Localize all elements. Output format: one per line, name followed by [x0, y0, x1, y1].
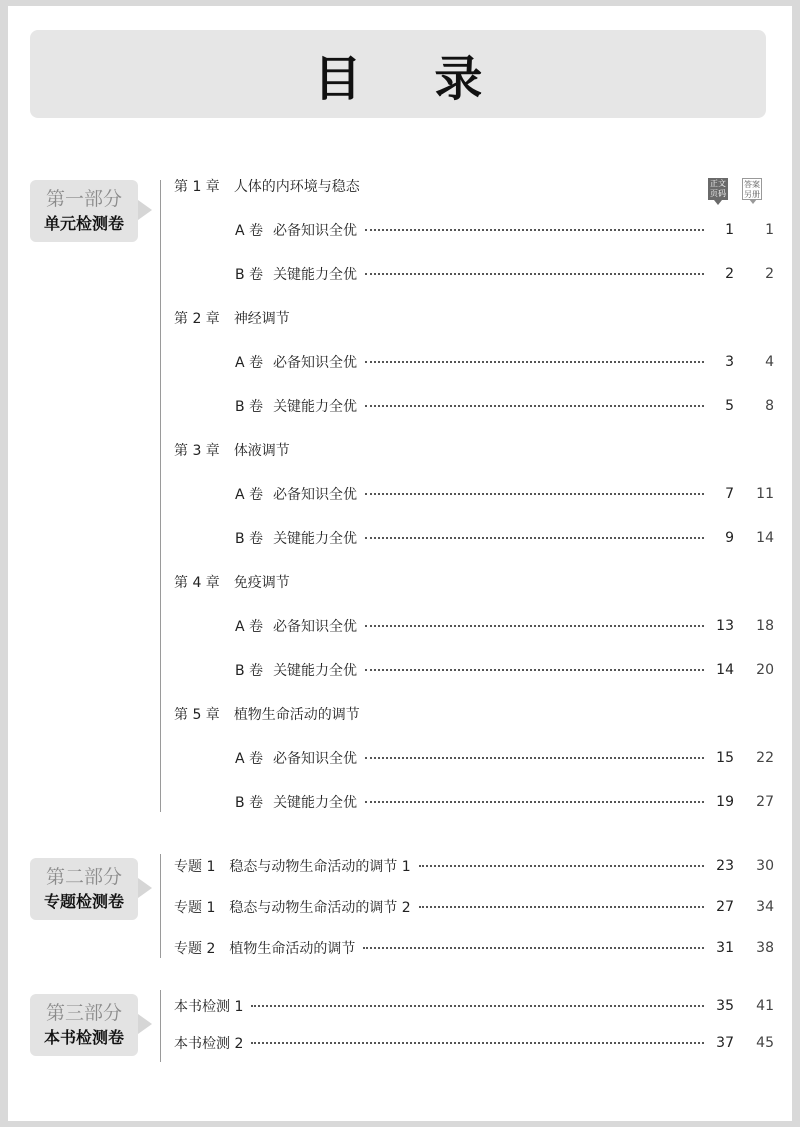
entry-title: 植物生命活动的调节 [229, 941, 356, 957]
arrow-icon [138, 1014, 152, 1034]
toc-entry[interactable] [235, 746, 774, 770]
entry-label: A 卷 [235, 751, 264, 767]
entry-title: 关键能力全优 [273, 663, 358, 679]
chapter-label: 第 5 章 [174, 707, 220, 723]
leader-dots [365, 493, 704, 495]
chapter-label: 第 3 章 [174, 443, 220, 459]
chapter-title: 神经调节 [233, 311, 290, 327]
page-number: 35 [716, 998, 734, 1014]
leader-dots [365, 361, 704, 363]
answer-page: 1 [765, 222, 774, 238]
chapter-label: 第 1 章 [174, 179, 220, 195]
toc-entry[interactable] [235, 790, 774, 814]
answer-page: 22 [756, 750, 774, 766]
entry-label: A 卷 [235, 223, 264, 239]
entry-title: 稳态与动物生命活动的调节 2 [229, 900, 411, 916]
part2-divider [160, 854, 161, 958]
chapter-heading[interactable] [174, 438, 774, 462]
leader-dots [365, 625, 704, 627]
toc-entry[interactable] [174, 854, 774, 878]
leader-dots [363, 947, 704, 949]
leader-dots [365, 537, 704, 539]
answer-page: 8 [765, 398, 774, 414]
leader-dots [419, 865, 704, 867]
entry-title: 稳态与动物生命活动的调节 1 [229, 859, 411, 875]
toc-entry[interactable] [174, 1031, 774, 1055]
leader-dots [365, 273, 704, 275]
page-number: 9 [725, 530, 734, 546]
entry-title: 必备知识全优 [273, 751, 358, 767]
toc-entry[interactable] [174, 936, 774, 960]
entry-title: 关键能力全优 [273, 795, 358, 811]
part3-name: 第三部分 [45, 1002, 122, 1024]
toc-entry[interactable] [235, 394, 774, 418]
answer-page: 11 [756, 486, 774, 502]
arrow-icon [138, 878, 152, 898]
page-number: 14 [716, 662, 734, 678]
toc-entry[interactable] [174, 994, 774, 1018]
part2-name: 第二部分 [45, 866, 122, 888]
toc-entry[interactable] [235, 482, 774, 506]
chapter-heading[interactable] [174, 570, 774, 594]
entry-label: 专题 2 [174, 941, 216, 957]
part2-subtitle: 专题检测卷 [43, 892, 124, 911]
arrow-icon [138, 200, 152, 220]
entry-title: 关键能力全优 [273, 399, 358, 415]
chapter-title: 体液调节 [233, 443, 290, 459]
chapter-title: 免疫调节 [233, 575, 290, 591]
page-number: 15 [716, 750, 734, 766]
entry-label: 专题 1 [174, 900, 216, 916]
part2-label [30, 858, 138, 920]
leader-dots [251, 1042, 704, 1044]
page-number: 3 [725, 354, 734, 370]
toc-entry[interactable] [235, 218, 774, 242]
toc-entry[interactable] [235, 658, 774, 682]
toc-entry[interactable] [235, 614, 774, 638]
answer-page: 45 [756, 1035, 774, 1051]
entry-label: B 卷 [235, 399, 264, 415]
part1-label [30, 180, 138, 242]
entry-title: 关键能力全优 [273, 531, 358, 547]
chapter-title: 人体的内环境与稳态 [233, 179, 360, 195]
page-number: 23 [716, 858, 734, 874]
leader-dots [365, 757, 704, 759]
chapter-title: 植物生命活动的调节 [233, 707, 360, 723]
chapter-heading[interactable] [174, 306, 774, 330]
page-number: 7 [725, 486, 734, 502]
leader-dots [365, 405, 704, 407]
chapter-heading[interactable] [174, 702, 774, 726]
answer-page: 38 [756, 940, 774, 956]
entry-title: 关键能力全优 [273, 267, 358, 283]
leader-dots [365, 801, 704, 803]
part1-divider [160, 180, 161, 812]
answer-page: 30 [756, 858, 774, 874]
page-number: 13 [716, 618, 734, 634]
entry-label: A 卷 [235, 355, 264, 371]
page-number: 37 [716, 1035, 734, 1051]
entry-label: B 卷 [235, 795, 264, 811]
entry-label: 本书检测 1 [174, 999, 244, 1015]
toc-entry[interactable] [235, 526, 774, 550]
leader-dots [365, 229, 704, 231]
entry-label: A 卷 [235, 487, 264, 503]
answer-page: 20 [756, 662, 774, 678]
chapter-heading[interactable] [174, 174, 774, 198]
toc-entry[interactable] [235, 262, 774, 286]
part3-label [30, 994, 138, 1056]
toc-entry[interactable] [174, 895, 774, 919]
answer-badge: 答案另册 [744, 180, 760, 199]
title-bar [30, 30, 766, 118]
page-number: 19 [716, 794, 734, 810]
page-number: 2 [725, 266, 734, 282]
part1-subtitle: 单元检测卷 [43, 214, 124, 233]
page-title: 目 录 [313, 50, 511, 107]
leader-dots [365, 669, 704, 671]
answer-page: 4 [765, 354, 774, 370]
answer-page: 27 [756, 794, 774, 810]
chapter-label: 第 2 章 [174, 311, 220, 327]
entry-title: 必备知识全优 [273, 355, 358, 371]
answer-page: 41 [756, 998, 774, 1014]
page [8, 6, 792, 1121]
entry-label: B 卷 [235, 267, 264, 283]
answer-page: 18 [756, 618, 774, 634]
part3-subtitle: 本书检测卷 [43, 1028, 124, 1047]
entry-label: B 卷 [235, 663, 264, 679]
leader-dots [419, 906, 704, 908]
answer-page: 2 [765, 266, 774, 282]
page-number: 27 [716, 899, 734, 915]
answer-page: 34 [756, 899, 774, 915]
entry-label: 专题 1 [174, 859, 216, 875]
page-number: 31 [716, 940, 734, 956]
entry-label: A 卷 [235, 619, 264, 635]
page-number: 5 [725, 398, 734, 414]
page-number-badge: 正文页码 [710, 179, 726, 198]
toc-entry[interactable] [235, 350, 774, 374]
entry-title: 必备知识全优 [273, 223, 358, 239]
entry-label: 本书检测 2 [174, 1036, 244, 1052]
answer-page: 14 [756, 530, 774, 546]
entry-title: 必备知识全优 [273, 619, 358, 635]
part1-name: 第一部分 [45, 188, 122, 210]
entry-title: 必备知识全优 [273, 487, 358, 503]
chapter-label: 第 4 章 [174, 575, 220, 591]
entry-label: B 卷 [235, 531, 264, 547]
leader-dots [251, 1005, 704, 1007]
page-number: 1 [725, 222, 734, 238]
part3-divider [160, 990, 161, 1062]
